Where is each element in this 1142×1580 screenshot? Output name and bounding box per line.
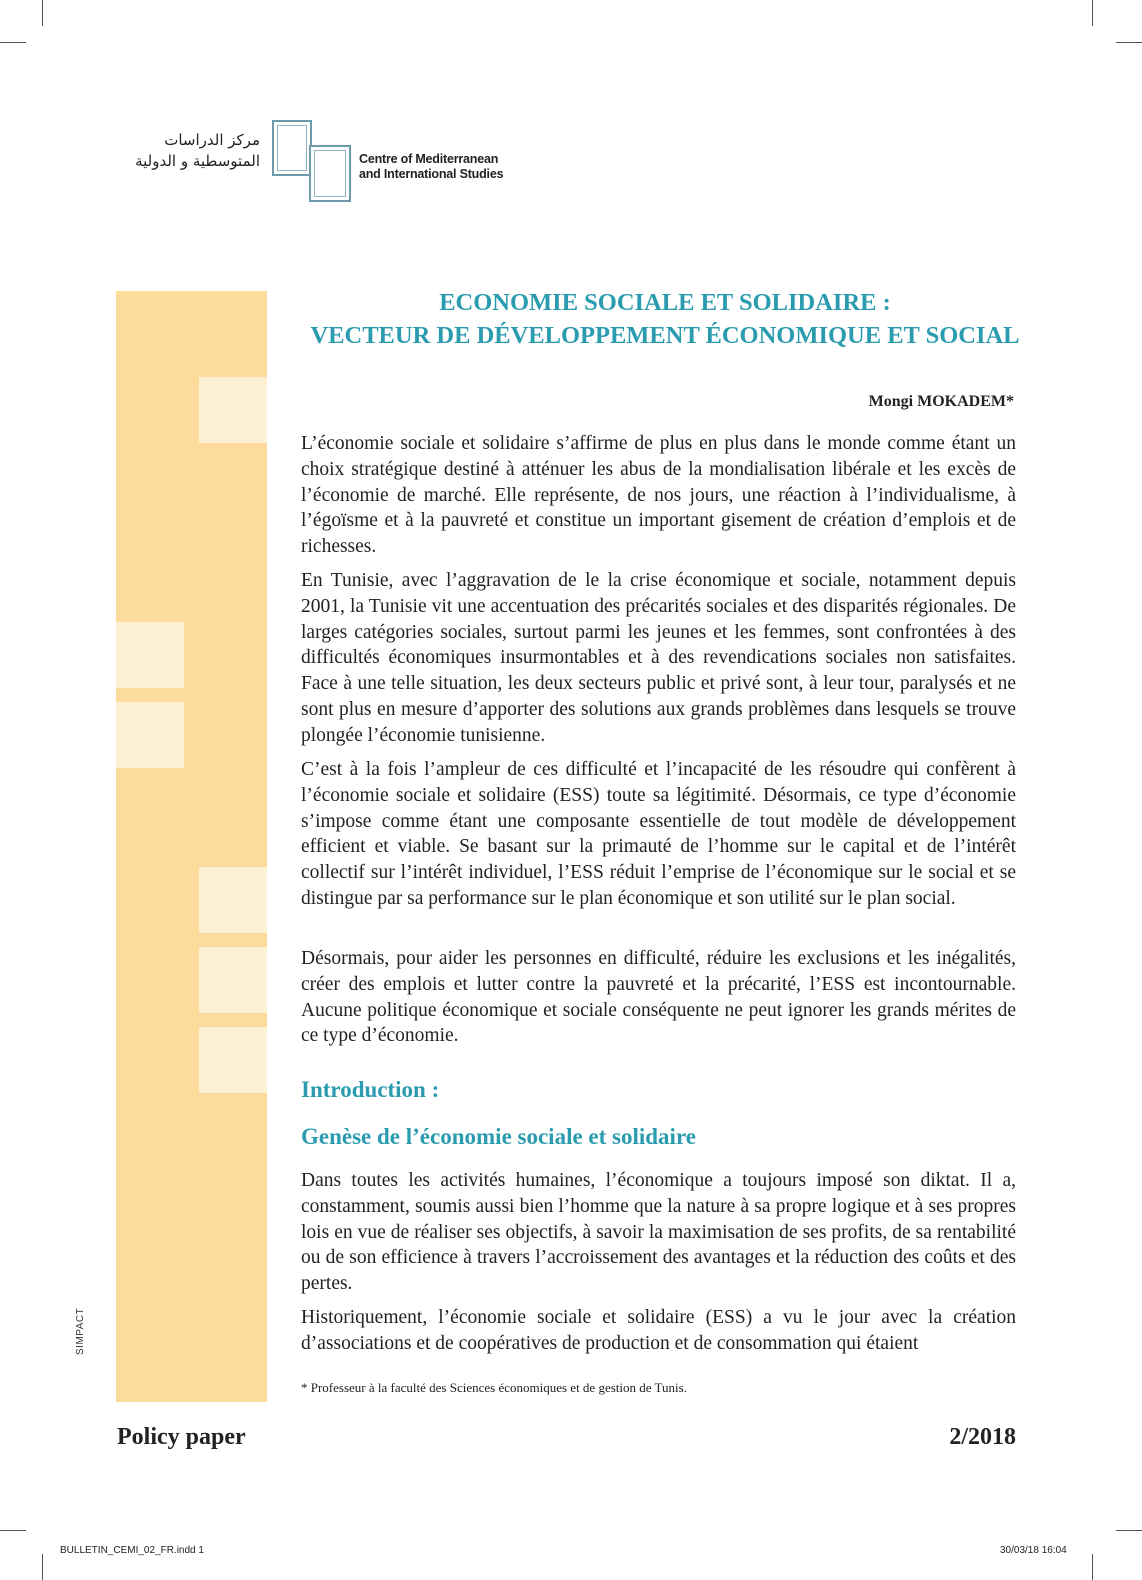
sidebar-block xyxy=(199,1027,267,1093)
heading-genese: Genèse de l’économie sociale et solidaire xyxy=(301,1124,696,1149)
crop-mark xyxy=(42,0,43,26)
footer-series-label: Policy paper xyxy=(117,1424,246,1450)
crop-mark xyxy=(0,1530,26,1531)
heading-introduction: Introduction : xyxy=(301,1077,440,1102)
crop-mark xyxy=(1116,42,1142,43)
footer-issue-number: 2/2018 xyxy=(949,1424,1016,1450)
paragraph: Historiquement, l’économie sociale et solidaire (ESS) a vu le jour avec la création d’associations et de coopératives de production et de consommation qui étaient xyxy=(301,1307,1016,1354)
logo-emblem-right xyxy=(309,145,351,202)
crop-mark xyxy=(0,42,26,43)
sidebar-block xyxy=(199,377,267,443)
logo-english-line1: Centre of Mediterranean xyxy=(359,152,499,166)
document-title xyxy=(280,286,1050,352)
print-slug-date: 30/03/18 16:04 xyxy=(1000,1545,1067,1556)
logo-arabic-line2: المتوسطية و الدولية xyxy=(135,152,260,170)
logo-emblem-left xyxy=(272,120,312,176)
author: Mongi MOKADEM* xyxy=(868,393,1014,410)
paragraph: En Tunisie, avec l’aggravation de le la crise économique et sociale, notamment depuis 2001, la Tunisie vit une accentuation des précarités sociales et des disparités régionales. De larges catégories sociales, surtout parmi les jeunes et les femmes, sont confrontées à des difficultés économiques insurmontables et à des revendications sociales non satisfaites. Face à une telle situation, les deux secteurs public et privé sont, à leur tour, paralysés et ne sont plus en mesure d’apporter des solutions aux grands problèmes dans lesquels se trouve plongée l’économie tunisienne. xyxy=(301,570,1016,746)
paragraph: C’est à la fois l’ampleur de ces difficulté et l’incapacité de les résoudre qui confèrent à l’économie sociale et solidaire (ESS) toute sa légitimité. Désormais, ce type d’économie s’impose comme étant une composante essentielle de tout modèle de développement efficient et viable. Se basant sur la primauté de l’homme sur le capital et de l’intérêt collectif sur l’intérêt individuel, l’ESS réduit l’emprise de l’économique sur le social et se distingue par sa performance sur le plan économique et son utilité sur le plan social. xyxy=(301,759,1016,909)
paragraph: L’économie sociale et solidaire s’affirme de plus en plus dans le monde comme étant un choix stratégique destiné à atténuer les abus de la mondialisation libérale et les excès de l’économie de marché. Elle représente, de nos jours, une réaction à l’individualisme, à l’égoïsme et à la pauvreté et constitue un important gisement de création d’emplois et de richesses. xyxy=(301,433,1016,558)
paragraph: Dans toutes les activités humaines, l’économique a toujours imposé son diktat. Il a, constamment, soumis aussi bien l’homme que la nature à sa propre logique et à ses propres lois en vue de réaliser ses objectifs, à savoir la maximisation de ses profits, de sa rentabilité ou de son efficience à travers l’accroissement des avantages et la réduction des coûts et des pertes. xyxy=(301,1170,1016,1295)
sidebar-block xyxy=(199,867,267,933)
sidebar-block xyxy=(116,702,184,768)
printer-mark: SIMPACT xyxy=(75,1307,86,1355)
crop-mark xyxy=(42,1554,43,1580)
sidebar-block xyxy=(199,947,267,1013)
footnote: * Professeur à la faculté des Sciences économiques et de gestion de Tunis. xyxy=(301,1380,687,1395)
logo-arabic-line1: مركز الدراسات xyxy=(164,131,260,149)
title-line1: ECONOMIE SOCIALE ET SOLIDAIRE : xyxy=(439,289,891,316)
logo-arabic-text xyxy=(90,130,260,172)
crop-mark xyxy=(1092,1554,1093,1580)
logo-english-line2: and International Studies xyxy=(359,167,504,181)
decorative-sidebar xyxy=(116,291,267,1402)
logo-english-text xyxy=(359,152,503,182)
title-line2: VECTEUR DE DÉVELOPPEMENT ÉCONOMIQUE ET SOCIAL xyxy=(310,322,1020,349)
crop-mark xyxy=(1092,0,1093,26)
print-slug-file: BULLETIN_CEMI_02_FR.indd 1 xyxy=(60,1545,204,1556)
crop-mark xyxy=(1116,1530,1142,1531)
paragraph: Désormais, pour aider les personnes en difficulté, réduire les exclusions et les inégalités, créer des emplois et lutter contre la pauvreté et la précarité, l’ESS est incontournable. Aucune politique économique et sociale conséquente ne peut ignorer les grands mérites de ce type d’économie. xyxy=(301,948,1016,1047)
sidebar-block xyxy=(116,622,184,688)
